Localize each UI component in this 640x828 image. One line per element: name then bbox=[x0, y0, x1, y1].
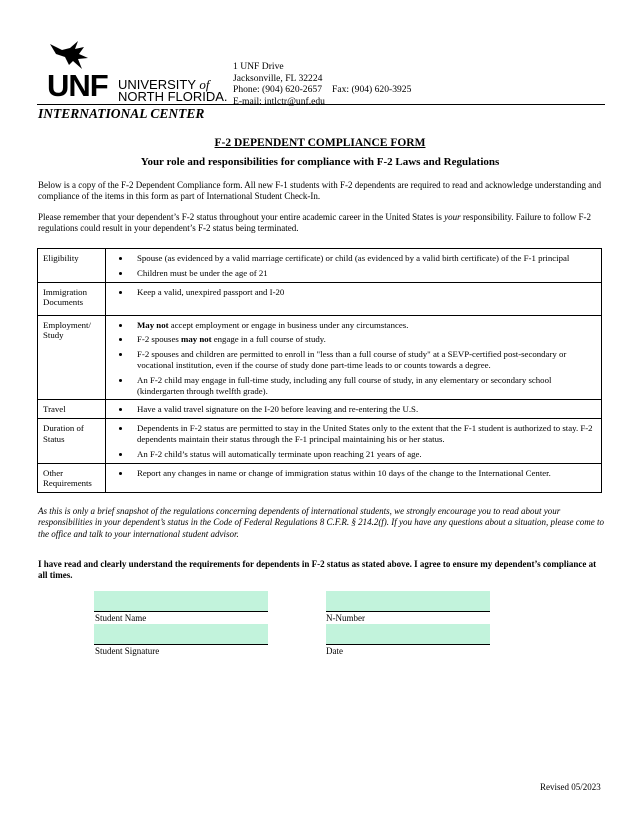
list-item: • May not accept employment or engage in business under any circumstances. bbox=[131, 320, 596, 331]
row-label: Duration of Status bbox=[38, 419, 106, 463]
address-line-1: 1 UNF Drive bbox=[233, 61, 284, 72]
list-item: • Have a valid travel signature on the I-20 before leaving and re-entering the U.S. bbox=[131, 404, 596, 415]
table-row-other-requirements bbox=[38, 463, 602, 493]
row-label: Eligibility bbox=[38, 249, 106, 283]
table-row-employment-study bbox=[38, 315, 602, 400]
table-row-eligibility bbox=[38, 249, 602, 283]
row-label: Employment/ Study bbox=[38, 315, 106, 400]
logo-unf-wordmark: UNF bbox=[47, 68, 108, 103]
list-item: • Dependents in F-2 status are permitted to stay in the United States only to the extent that the F-1 student is authorized to stay. F-2 dependents maintain their status through the F-1 principal maintaining his or her status. bbox=[131, 423, 596, 445]
date-field[interactable] bbox=[326, 624, 490, 645]
form-subtitle: Your role and responsibilities for compliance with F-2 Laws and Regulations bbox=[140, 156, 500, 168]
email-address: E-mail: intlctr@unf.edu bbox=[233, 95, 325, 107]
list-item: • Keep a valid, unexpired passport and I-20 bbox=[131, 287, 596, 298]
row-content bbox=[106, 249, 602, 283]
list-item: • An F-2 child may engage in full-time study, including any full course of study, in any elementary or secondary school (kindergarten through twelfth grade). bbox=[131, 375, 596, 397]
row-content bbox=[106, 315, 602, 400]
reminder-paragraph: Please remember that your dependent’s F-2 status throughout your entire academic career in the United States is your responsibility. Failure to follow F-2 regulations could result in your dependent’s F-2 status being terminated. bbox=[38, 212, 592, 234]
row-label: Other Requirements bbox=[38, 463, 106, 493]
table-row-duration-of-status bbox=[38, 419, 602, 463]
fax-number: Fax: (904) 620-3925 bbox=[332, 84, 412, 95]
logo-north-florida-text: NORTH FLORIDA. bbox=[118, 89, 228, 104]
student-name-field[interactable] bbox=[94, 591, 268, 612]
table-row-immigration-documents bbox=[38, 282, 602, 315]
date-label: Date bbox=[326, 646, 343, 656]
list-item: • Spouse (as evidenced by a valid marriage certificate) or child (as evidenced by a valid birth certificate) of the F-1 principal bbox=[131, 253, 596, 264]
list-item: • F-2 spouses may not engage in a full course of study. bbox=[131, 334, 596, 345]
row-label: Travel bbox=[38, 400, 106, 419]
row-content bbox=[106, 282, 602, 315]
logo-university-text: UNIVERSITY of bbox=[118, 77, 210, 92]
list-item: • Children must be under the age of 21 bbox=[131, 268, 596, 279]
agreement-statement: I have read and clearly understand the requirements for dependents in F-2 status as stated above. I agree to ensure my dependent’s compliance at all times. bbox=[38, 559, 597, 581]
n-number-field[interactable] bbox=[326, 591, 490, 612]
student-name-label: Student Name bbox=[95, 613, 147, 623]
row-content bbox=[106, 400, 602, 419]
regulations-note: As this is only a brief snapshot of the regulations concerning dependents of international students, we strongly encourage you to read about your responsibilities in your dependent’s status in the Code of Federal Regulations 8 C.F.R. § 214.2(f). If you have any questions about a situation, please come to the office and talk to your international student advisor. bbox=[38, 506, 605, 539]
n-number-label: N-Number bbox=[326, 613, 365, 623]
intro-paragraph: Below is a copy of the F-2 Dependent Compliance form. All new F-1 students with F-2 dependents are required to read and acknowledge understanding and compliance of the items in this form as part of International Student Check-In. bbox=[38, 180, 602, 202]
student-signature-label: Student Signature bbox=[95, 646, 160, 656]
table-row-travel bbox=[38, 400, 602, 419]
department-name: INTERNATIONAL CENTER bbox=[38, 106, 205, 121]
row-content bbox=[106, 463, 602, 493]
revision-date: Revised 05/2023 bbox=[540, 782, 601, 792]
address-line-2: Jacksonville, FL 32224 bbox=[233, 72, 323, 84]
phone-number: Phone: (904) 620-2657 bbox=[233, 84, 322, 95]
requirements-table bbox=[37, 248, 602, 493]
list-item: • F-2 spouses and children are permitted to enroll in "less than a full course of study" at a SEVP-certified post-secondary or vocational institution, even if the course of study done part-time leads to or counts towards a degree. bbox=[131, 349, 596, 371]
list-item: • An F-2 child’s status will automatically terminate upon reaching 21 years of age. bbox=[131, 449, 596, 460]
list-item: • Report any changes in name or change of immigration status within 10 days of the change to the International Center. bbox=[131, 468, 596, 479]
student-signature-field[interactable] bbox=[94, 624, 268, 645]
row-label: Immigration Documents bbox=[38, 282, 106, 315]
form-title: F-2 DEPENDENT COMPLIANCE FORM bbox=[214, 137, 426, 149]
row-content bbox=[106, 419, 602, 463]
header-divider bbox=[37, 104, 605, 105]
